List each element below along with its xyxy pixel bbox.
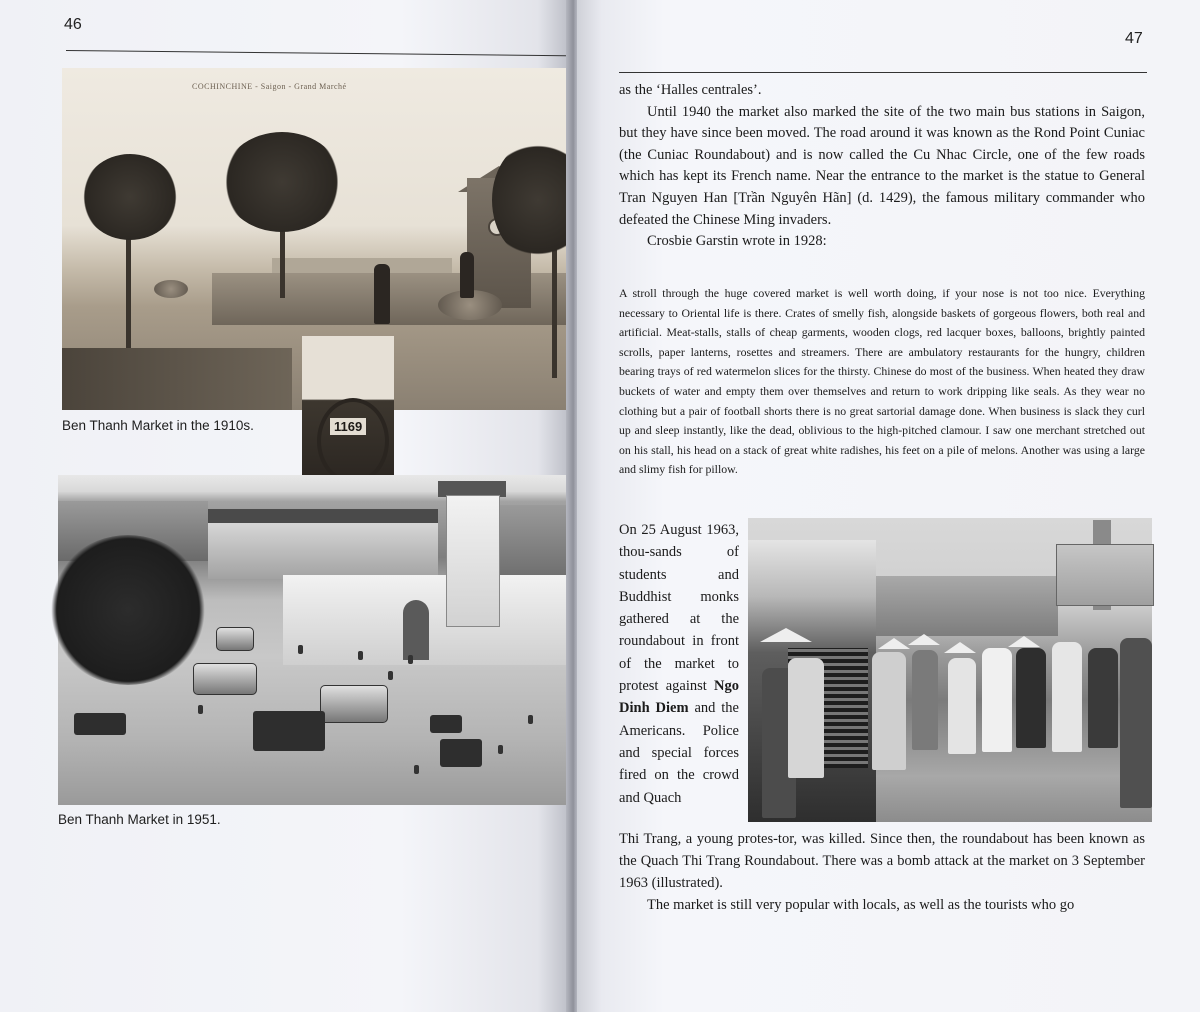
photo-trees bbox=[48, 535, 208, 685]
person-figure bbox=[1052, 642, 1082, 752]
conical-hat-icon bbox=[908, 634, 940, 645]
conical-hat-icon bbox=[944, 642, 976, 653]
photo-building-facade bbox=[208, 523, 438, 579]
paragraph-popular: The market is still very popular with locals, as well as the tourists who go bbox=[647, 897, 1075, 913]
car-icon bbox=[440, 739, 482, 767]
block-quote bbox=[619, 284, 1145, 480]
photo-market-entrance bbox=[403, 600, 429, 660]
rickshaw-plate: 1169 bbox=[330, 418, 366, 435]
photo-shop-sign bbox=[1056, 544, 1154, 606]
page-number-right: 47 bbox=[1125, 30, 1143, 47]
photo-print-label: COCHINCHINE - Saigon - Grand Marché bbox=[192, 82, 347, 91]
tree-center bbox=[222, 132, 342, 232]
pedestrian bbox=[528, 715, 533, 724]
photo-market-tower bbox=[446, 495, 500, 627]
paragraph-quote-intro: Crosbie Garstin wrote in 1928: bbox=[647, 233, 827, 250]
person-figure bbox=[872, 652, 906, 770]
photo-building bbox=[868, 576, 1058, 636]
header-rule-left bbox=[66, 50, 566, 56]
paragraph-continuation: as the ‘Halles centrales’. bbox=[619, 82, 762, 98]
bus-icon bbox=[216, 627, 254, 651]
paragraph-quach-thi-trang: Thi Trang, a young protes-tor, was killed. Since then, the roundabout has been known as the Quach Thi Trang Roundabout. There was a bomb attack at the market on 3 September 1963 (illustrated). bbox=[619, 831, 1145, 891]
person-figure bbox=[948, 658, 976, 754]
page-number-left: 46 bbox=[64, 16, 82, 33]
truck-icon bbox=[253, 711, 325, 751]
conical-hat-icon bbox=[878, 638, 910, 649]
pedestrian bbox=[498, 745, 503, 754]
intro-text bbox=[619, 80, 1145, 253]
person-figure bbox=[374, 264, 390, 324]
header-rule-right bbox=[619, 72, 1147, 73]
person-figure bbox=[1120, 638, 1152, 808]
bus-icon bbox=[320, 685, 388, 723]
paragraph-bus-stations: Until 1940 the market also marked the site of the two main bus stations in Saigon, but they have since been moved. The road around it was known as the Rond Point Cuniac (the Cuniac Roundabout) and is now called the Cu Nhac Circle, one of the few roads which has kept its French name. Near the entrance to the market is the statue to General Tran Nguyen Han [Trần Nguyên Hãn] (d. 1429), the famous military commander who defeated the Chinese Ming invaders. bbox=[619, 103, 1145, 228]
caption-1951: Ben Thanh Market in 1951. bbox=[58, 812, 221, 827]
person-figure bbox=[1016, 648, 1046, 748]
pedestrian bbox=[358, 651, 363, 660]
photo-protest-1963 bbox=[748, 518, 1152, 822]
basket-icon bbox=[154, 280, 188, 298]
pedestrian bbox=[198, 705, 203, 714]
photo-ben-thanh-1951 bbox=[58, 475, 572, 805]
protest-text-end: and the Americans. Police and special forces fired on the crowd and Quach bbox=[619, 700, 739, 806]
right-page bbox=[577, 0, 1200, 1012]
person-figure bbox=[1088, 648, 1118, 748]
tail-text bbox=[619, 828, 1145, 916]
conical-hat-icon bbox=[1008, 636, 1040, 647]
pedestrian bbox=[388, 671, 393, 680]
protest-bold-name: Ngo Dinh Diem bbox=[619, 678, 739, 717]
protest-text-start: On 25 August 1963, thou-sands of students and Buddhist monks gathered at the roundabout in front of the market to protest against bbox=[619, 522, 739, 695]
person-figure bbox=[460, 252, 474, 298]
photo-ground-shadow bbox=[62, 348, 292, 410]
photo-building bbox=[498, 505, 572, 585]
paragraph-protest bbox=[619, 519, 739, 809]
caption-1910s: Ben Thanh Market in the 1910s. bbox=[62, 418, 254, 433]
tree-left bbox=[82, 154, 178, 240]
pedestrian bbox=[408, 655, 413, 664]
tree-trunk bbox=[126, 218, 131, 368]
pedestrian bbox=[298, 645, 303, 654]
person-figure bbox=[788, 658, 824, 778]
car-icon bbox=[74, 713, 126, 735]
wrap-column bbox=[619, 519, 739, 809]
umbrella-icon bbox=[760, 628, 812, 642]
cyclist bbox=[414, 765, 419, 774]
person-figure bbox=[982, 648, 1012, 752]
rickshaw-wheel-icon bbox=[317, 398, 389, 484]
person-figure bbox=[912, 650, 938, 750]
bus-icon bbox=[193, 663, 257, 695]
left-page bbox=[0, 0, 572, 1012]
car-icon bbox=[430, 715, 462, 733]
quote-garstin: A stroll through the huge covered market is well worth doing, if your nose is not too nice. Everything necessary to Oriental life is there. Crates of smelly fish, alongside baskets of gorgeous flowers, both real and artificial. Meat-stalls, stalls of cheap garments, wooden clogs, red lacquer boxes, balloons, brightly painted scrolls, paper lanterns, rosettes and streamers. There are ambulatory restaurants for the hungry, children bearing trays of red watermelon slices for the thirsty. Chinese do most of the business. When heated they draw buckets of water and empty them over themselves and return to work dripping like seals. As they wear no clothing but a pair of football shorts there is no great sartorial damage done. When business is slack they curl up and sleep instantly, like the dead, oblivious to the high-pitched clamour. I saw one merchant stretched out on his stall, his head on a stack of great white radishes, his feet on a pile of melons. Another was using a large and slimy fish for pillow. bbox=[619, 286, 1145, 477]
